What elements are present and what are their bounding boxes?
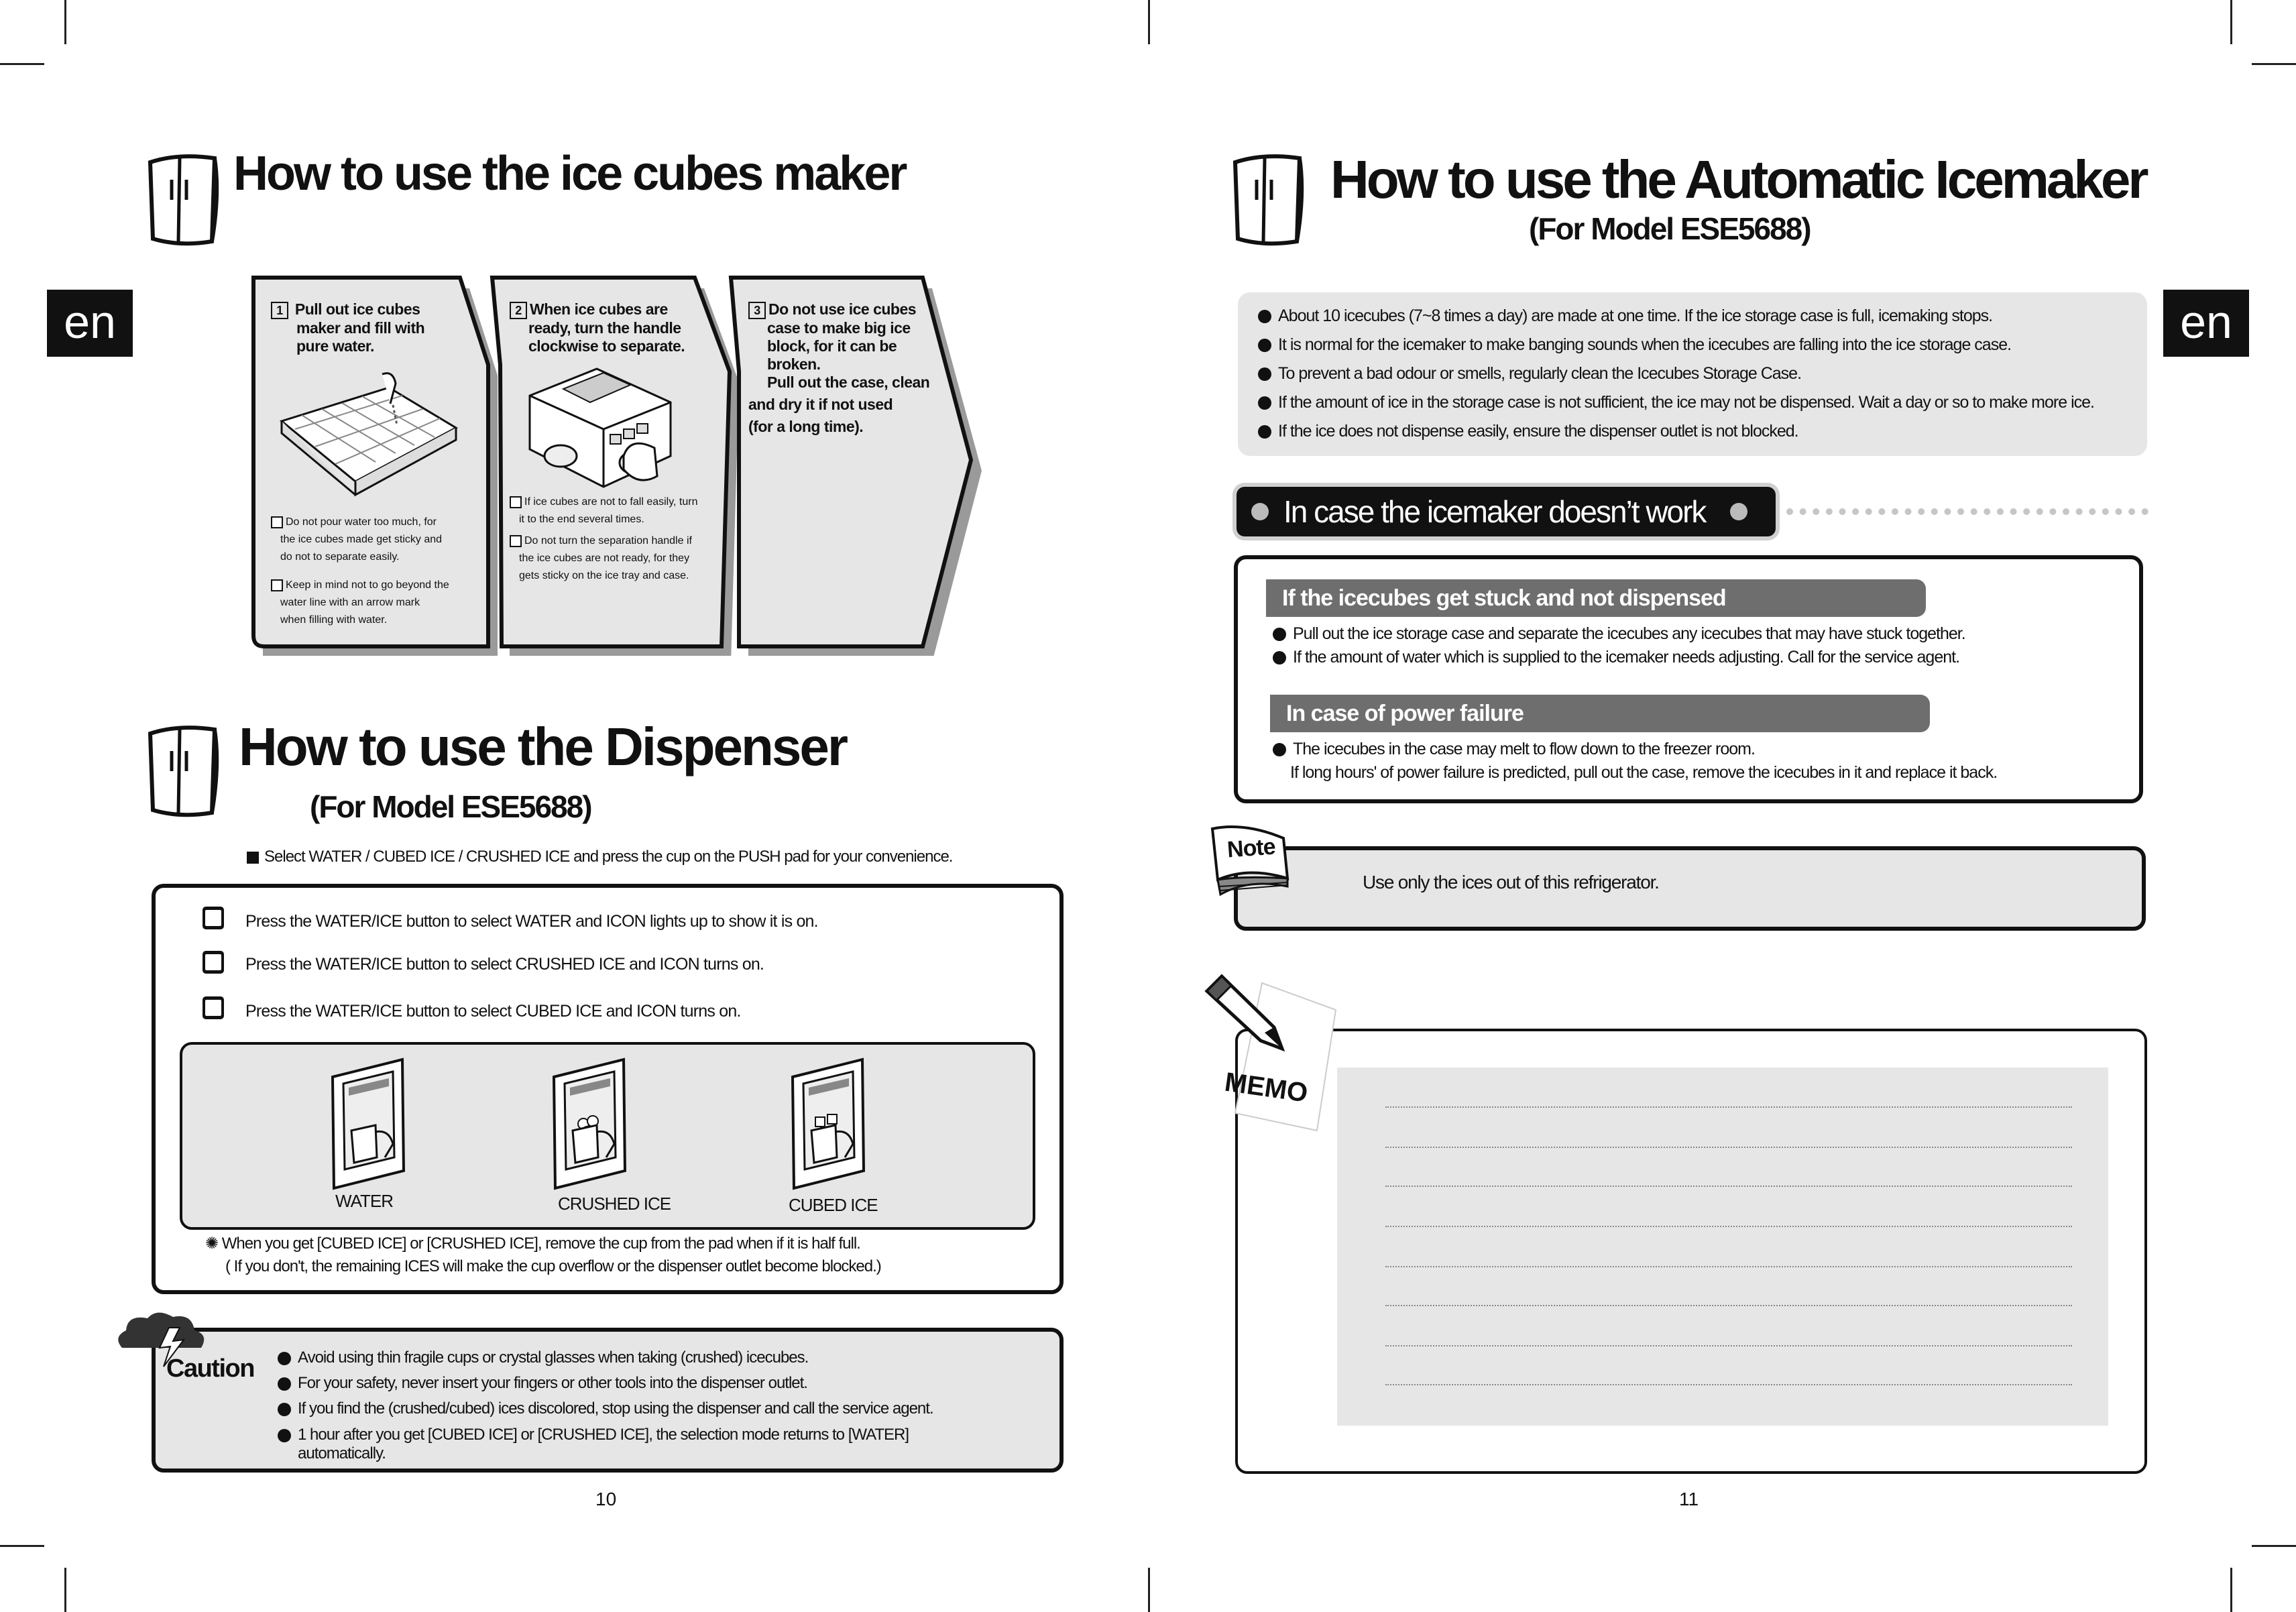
stuck-list [1273, 622, 1965, 669]
bullet-icon [278, 1429, 291, 1442]
page-number-left: 10 [595, 1489, 617, 1509]
cubed-ice-button-icon [203, 996, 224, 1019]
image-caption-cubed-ice: CUBED ICE [789, 1195, 878, 1215]
power-list [1273, 738, 1997, 785]
memo-line [1385, 1106, 2072, 1108]
dispenser-intro: Select WATER / CUBED ICE / CRUSHED ICE and press the cup on the PUSH pad for your convenience. [247, 848, 952, 866]
circle-bullet-icon [1251, 503, 1269, 520]
memo-line [1385, 1305, 2072, 1306]
caution-list [278, 1345, 933, 1463]
memo-line [1385, 1186, 2072, 1187]
step-2-text: 2 When ice cubes are ready, turn the handle clockwise to separate. [510, 300, 685, 355]
memo-line [1385, 1384, 2072, 1385]
crop-mark [64, 1568, 66, 1612]
caution-item: If you find the (crushed/cubed) ices discolored, stop using the dispenser and call the service agent. [278, 1396, 933, 1422]
stuck-item: Pull out the ice storage case and separate the icecubes any icecubes that may have stuck together. [1273, 622, 1965, 646]
bullet-icon [1258, 396, 1271, 410]
note-item: Do not turn the separation handle if the ice cubes are not ready, for they gets sticky on the ice tray and case. [510, 532, 724, 585]
dispenser-water-illustration [329, 1057, 409, 1191]
note-text: Use only the ices out of this refrigerator. [1363, 872, 1659, 893]
dispenser-cubed-ice-illustration [789, 1057, 869, 1191]
bullet-icon [1258, 310, 1271, 323]
refrigerator-icon [145, 153, 220, 247]
memo-line [1385, 1345, 2072, 1346]
checkbox-icon [271, 516, 283, 528]
info-item: If the ice does not dispense easily, ensure the dispenser outlet is not blocked. [1258, 417, 2094, 446]
crop-mark [1148, 1568, 1150, 1612]
image-caption-water: WATER [335, 1191, 393, 1211]
step-number: 2 [510, 302, 527, 319]
step-number: 1 [271, 302, 288, 319]
bullet-icon [1258, 367, 1271, 381]
dispenser-row-water: Press the WATER/ICE button to select WATER and ICON lights up to show it is on. [245, 912, 818, 931]
crop-mark [2252, 1545, 2296, 1547]
checkbox-icon [510, 535, 522, 547]
square-bullet-icon [247, 852, 259, 864]
step-1-notes [271, 514, 472, 629]
dispenser-row-crushed: Press the WATER/ICE button to select CRUSHED ICE and ICON turns on. [245, 955, 764, 974]
note-item: Do not pour water too much, for the ice cubes made get sticky and do not to separate easily. [271, 514, 472, 566]
step-2-notes [510, 494, 724, 585]
power-item-continuation: If long hours' of power failure is predicted, pull out the case, remove the icecubes in it and replace it back. [1290, 763, 1998, 782]
stuck-heading: If the icecubes get stuck and not dispensed [1266, 579, 1926, 617]
caution-label: Caution [166, 1355, 254, 1383]
step-1-text: 1 Pull out ice cubes maker and fill with pure water. [271, 300, 424, 355]
power-heading: In case of power failure [1270, 695, 1930, 732]
memo-pencil-icon [1195, 970, 1349, 1144]
bullet-icon [1273, 743, 1286, 756]
circle-bullet-icon [1730, 503, 1747, 520]
auto-icemaker-title: How to use the Automatic Icemaker [1330, 150, 2146, 209]
memo-line [1385, 1266, 2072, 1267]
auto-icemaker-subtitle: (For Model ESE5688) [1529, 211, 1811, 246]
troubleshoot-section-bar: In case the icemaker doesn’t work [1237, 487, 1776, 536]
dotted-divider [1786, 508, 2148, 515]
crushed-ice-button-icon [203, 951, 224, 974]
bullet-icon [1258, 339, 1271, 352]
ice-tray-illustration [275, 367, 463, 502]
bullet-icon [1258, 425, 1271, 439]
step-number: 3 [748, 302, 766, 319]
dispenser-subtitle: (For Model ESE5688) [310, 789, 591, 824]
info-item: About 10 icecubes (7~8 times a day) are made at one time. If the ice storage case is full, icemaking stops. [1258, 302, 2094, 331]
info-item: To prevent a bad odour or smells, regularly clean the Icecubes Storage Case. [1258, 359, 2094, 388]
refrigerator-icon [145, 724, 220, 818]
auto-icemaker-bullets [1258, 302, 2094, 446]
info-item: It is normal for the icemaker to make banging sounds when the icecubes are falling into the ice storage case. [1258, 331, 2094, 359]
page-number-right: 11 [1679, 1489, 1699, 1509]
step-3-text: 3 Do not use ice cubes case to make big ice block, for it can be broken. Pull out the case, clean and dry it if not used (for a long time). [748, 300, 930, 435]
bullet-icon [278, 1403, 291, 1416]
memo-label: MEMO [1222, 1067, 1310, 1108]
checkbox-icon [271, 579, 283, 591]
memo-line [1385, 1147, 2072, 1148]
bullet-icon [1273, 651, 1286, 665]
refrigerator-icon [1230, 153, 1305, 247]
language-tab: en [2163, 290, 2249, 357]
crop-mark [0, 63, 44, 65]
crop-mark [2230, 1568, 2232, 1612]
ice-maker-title: How to use the ice cubes maker [233, 147, 906, 200]
note-label: Note [1226, 833, 1276, 863]
dispenser-row-cubed: Press the WATER/ICE button to select CUBED ICE and ICON turns on. [245, 1002, 741, 1021]
info-item: If the amount of ice in the storage case is not sufficient, the ice may not be dispensed. Wait a day or so to make more ice. [1258, 388, 2094, 417]
language-tab: en [47, 290, 133, 357]
crop-mark [0, 1545, 44, 1547]
caution-item: 1 hour after you get [CUBED ICE] or [CRUSHED ICE], the selection mode returns to [WATER] automatically. [278, 1426, 933, 1463]
crop-mark [64, 0, 66, 44]
caution-item: For your safety, never insert your fingers or other tools into the dispenser outlet. [278, 1371, 933, 1396]
bullet-icon [278, 1377, 291, 1391]
ice-case-handle-illustration [523, 355, 684, 490]
caution-item: Avoid using thin fragile cups or crystal glasses when taking (crushed) icecubes. [278, 1345, 933, 1371]
note-item: Keep in mind not to go beyond the water line with an arrow mark when filling with water. [271, 577, 472, 629]
water-button-icon [203, 907, 224, 929]
note-item: If ice cubes are not to fall easily, turn it to the end several times. [510, 494, 724, 528]
crop-mark [1148, 0, 1150, 44]
memo-line [1385, 1226, 2072, 1227]
asterisk-icon: ✺ [205, 1234, 222, 1253]
crop-mark [2252, 63, 2296, 65]
dispenser-footnote: ✺ When you get [CUBED ICE] or [CRUSHED ICE], remove the cup from the pad when if it is half full. ( If you don't, the remaining ICES will make the cup overflow or the dispenser outlet become blocked.) [205, 1234, 881, 1275]
checkbox-icon [510, 496, 522, 508]
image-caption-crushed-ice: CRUSHED ICE [558, 1194, 671, 1214]
bullet-icon [1273, 628, 1286, 641]
dispenser-crushed-ice-illustration [550, 1057, 630, 1191]
bullet-icon [278, 1352, 291, 1365]
stuck-item: If the amount of water which is supplied to the icemaker needs adjusting. Call for the service agent. [1273, 646, 1965, 669]
power-item: The icecubes in the case may melt to flow down to the freezer room. [1273, 738, 1997, 761]
dispenser-title: How to use the Dispenser [239, 717, 846, 776]
memo-lines-area [1337, 1068, 2108, 1426]
crop-mark [2230, 0, 2232, 44]
